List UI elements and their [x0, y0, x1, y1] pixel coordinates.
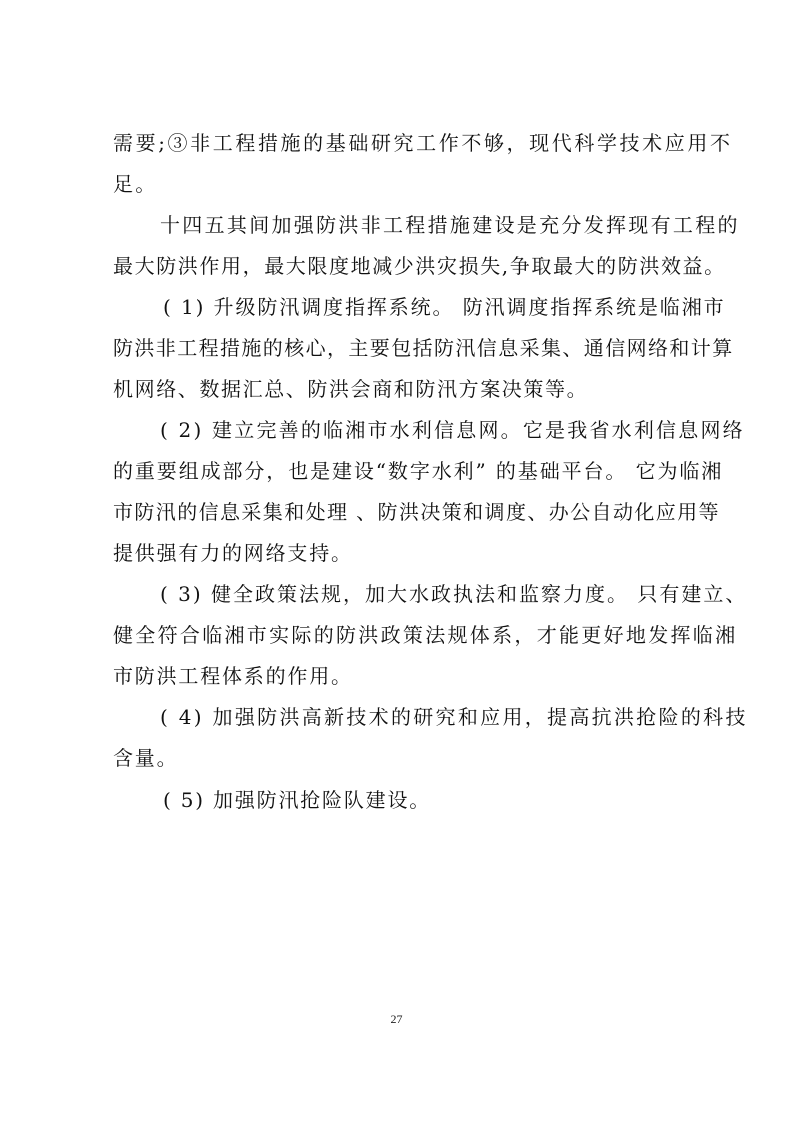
paragraph-line: ( 5) 加强防汛抢险队建设。 — [163, 788, 432, 812]
paragraph-line: ( 4) 加强防洪高新技术的研究和应用，提高抗洪抢险的科技 — [160, 705, 748, 729]
paragraph-line: ( 1) 升级防汛调度指挥系统。 防汛调度指挥系统是临湘市 — [163, 295, 726, 319]
paragraph-line: 足。 — [113, 172, 158, 196]
paragraph-line: 机网络、数据汇总、防洪会商和防汛方案决策等。 — [113, 377, 589, 401]
paragraph-line: 含量。 — [113, 746, 179, 770]
paragraph-line: 市防汛的信息采集和处理 、防洪决策和调度、办公自动化应用等 — [113, 500, 720, 524]
paragraph-line: 最大防洪作用，最大限度地减少洪灾损失,争取最大的防洪效益。 — [113, 254, 726, 278]
paragraph-line: 健全符合临湘市实际的防洪政策法规体系，才能更好地发挥临湘 — [113, 623, 738, 647]
paragraph-line: 十四五其间加强防洪非工程措施建设是充分发挥现有工程的 — [160, 213, 740, 237]
paragraph-line: ( 2) 建立完善的临湘市水利信息网。它是我省水利信息网络 — [160, 418, 745, 442]
paragraph-line: 需要;③非工程措施的基础研究工作不够，现代科学技术应用不 — [113, 131, 733, 155]
paragraph-line: 的重要组成部分，也是建设“数字水利” 的基础平台。 它为临湘 — [113, 459, 724, 483]
paragraph-line: 防洪非工程措施的核心，主要包括防汛信息采集、通信网络和计算 — [113, 336, 734, 360]
paragraph-line: 市防洪工程体系的作用。 — [113, 664, 353, 688]
paragraph-line: 提供强有力的网络支持。 — [113, 541, 353, 565]
page-number: 27 — [390, 1012, 403, 1026]
paragraph-line: ( 3) 健全政策法规，加大水政执法和监察力度。 只有建立、 — [160, 582, 748, 606]
